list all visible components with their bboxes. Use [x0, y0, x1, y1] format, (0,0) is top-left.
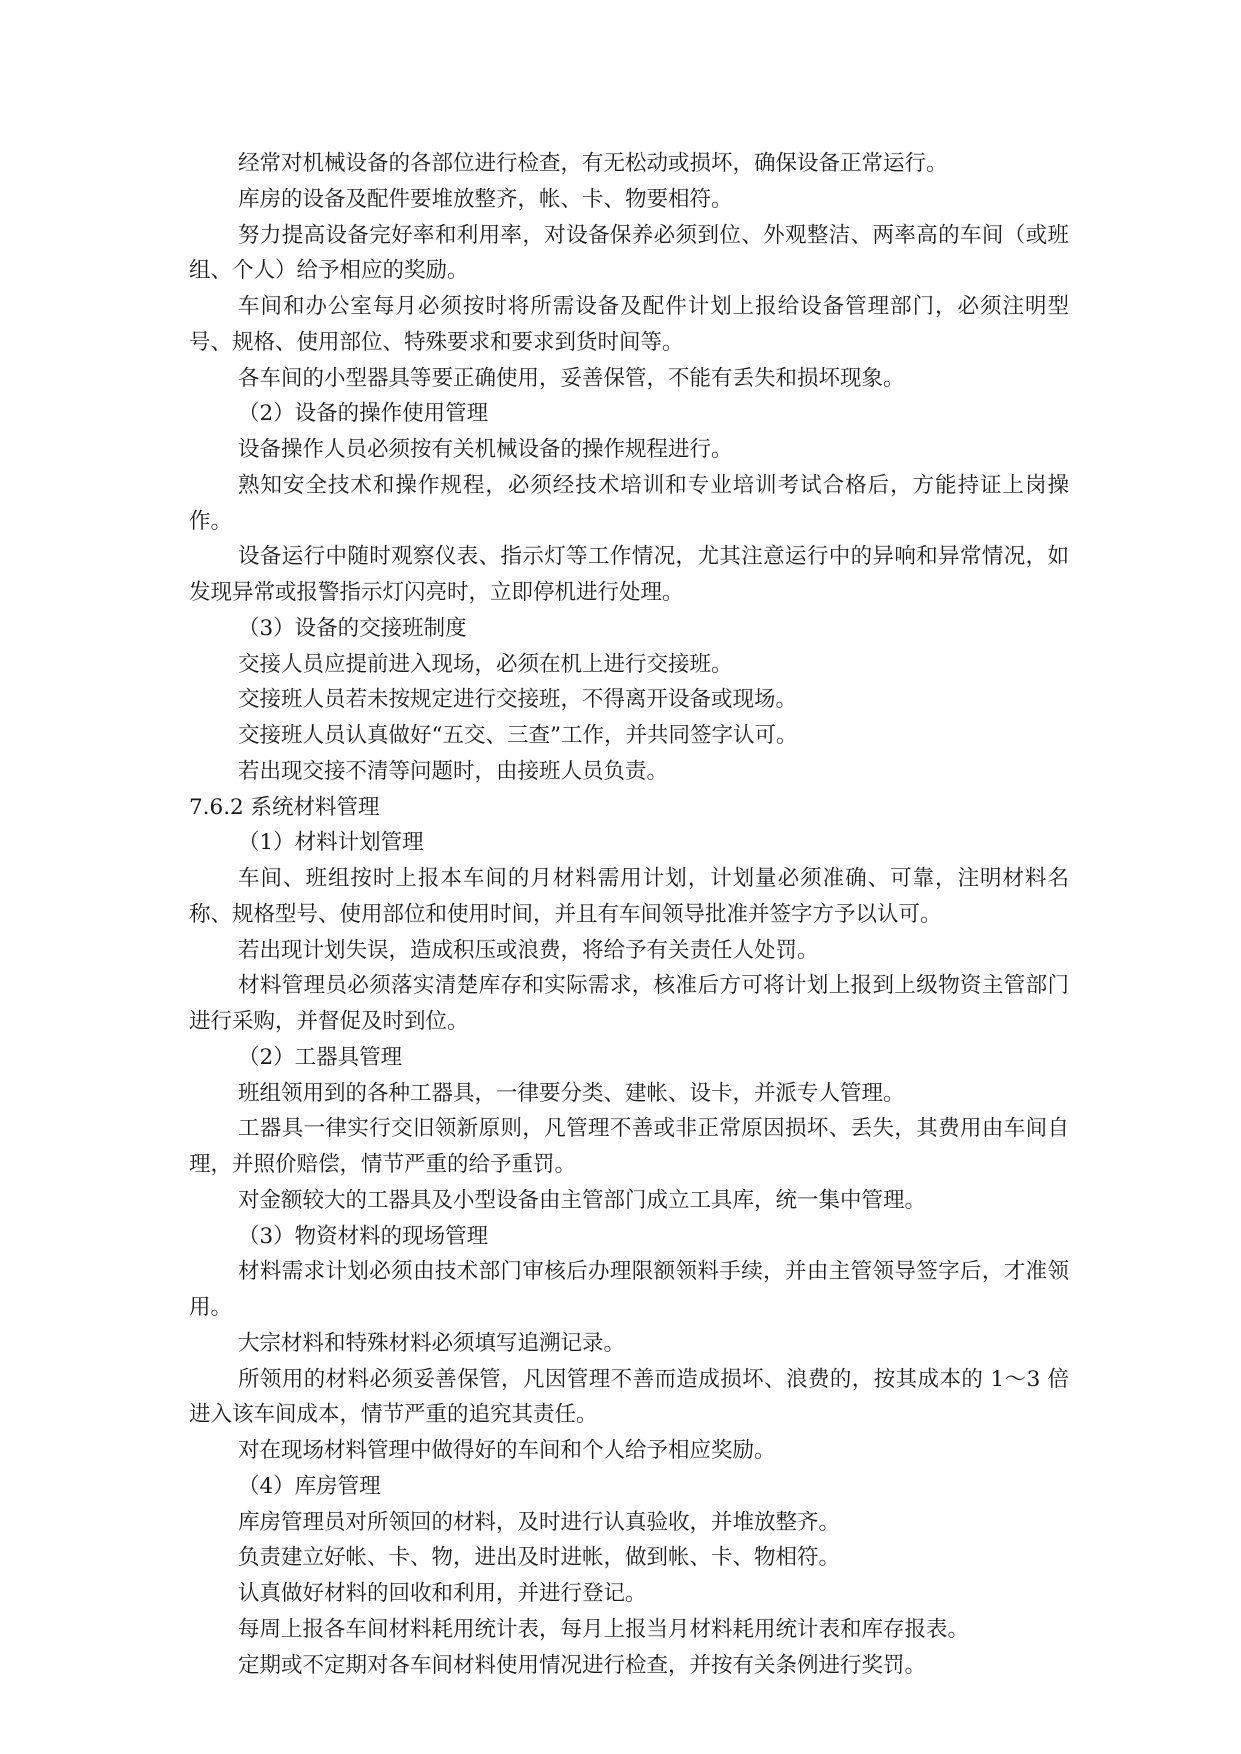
paragraph: 对在现场材料管理中做得好的车间和个人给予相应奖励。: [238, 1438, 776, 1463]
subsection-heading: （2）设备的操作使用管理: [238, 401, 489, 427]
paragraph: 努力提高设备完好率和利用率，对设备保养必须到位、外观整洁、两率高的车间（或班组、个人）给予相应的奖励。: [189, 222, 1069, 284]
paragraph: 负责建立好帐、卡、物，进出及时进帐，做到帐、卡、物相符。: [238, 1545, 841, 1571]
paragraph: 班组领用到的各种工器具，一律要分类、建帐、设卡，并派专人管理。: [238, 1080, 905, 1106]
subsection-heading: （4）库房管理: [238, 1473, 381, 1499]
paragraph: 对金额较大的工器具及小型设备由主管部门成立工具库，统一集中管理。: [238, 1187, 927, 1213]
paragraph: 定期或不定期对各车间材料使用情况进行检查，并按有关条例进行奖罚。: [238, 1652, 927, 1678]
paragraph: 各车间的小型器具等要正确使用，妥善保管，不能有丢失和损坏现象。: [238, 365, 905, 391]
subsection-heading: （3）设备的交接班制度: [238, 615, 467, 641]
paragraph: 材料管理员必须落实清楚库存和实际需求，核准后方可将计划上报到上级物资主管部门进行采购，并督促及时到位。: [189, 973, 1069, 1034]
subsection-heading: （3）物资材料的现场管理: [238, 1223, 489, 1249]
paragraph: 认真做好材料的回收和利用，并进行登记。: [238, 1581, 647, 1606]
paragraph: 库房管理员对所领回的材料，及时进行认真验收，并堆放整齐。: [238, 1509, 841, 1535]
paragraph: 交接班人员认真做好“五交、三查”工作，并共同签字认可。: [238, 723, 798, 748]
paragraph: 所领用的材料必须妥善保管，凡因管理不善而造成损坏、浪费的，按其成本的 1～3 倍进入该车间成本，情节严重的追究其责任。: [189, 1366, 1069, 1428]
paragraph: 熟知安全技术和操作规程，必须经技术培训和专业培训考试合格后，方能持证上岗操作。: [189, 472, 1069, 534]
paragraph: 材料需求计划必须由技术部门审核后办理限额领料手续，并由主管领导签字后，才准领用。: [189, 1259, 1069, 1320]
paragraph: 每周上报各车间材料耗用统计表，每月上报当月材料耗用统计表和库存报表。: [238, 1616, 970, 1642]
paragraph: 交接人员应提前进入现场，必须在机上进行交接班。: [238, 651, 733, 677]
paragraph: 车间、班组按时上报本车间的月材料需用计划，计划量必须准确、可靠，注明材料名称、规格型号、使用部位和使用时间，并且有车间领导批准并签字方予以认可。: [189, 866, 1069, 927]
paragraph: 交接班人员若未按规定进行交接班，不得离开设备或现场。: [238, 687, 798, 713]
paragraph: 车间和办公室每月必须按时将所需设备及配件计划上报给设备管理部门，必须注明型号、规格、使用部位、特殊要求和要求到货时间等。: [189, 294, 1069, 355]
paragraph: 若出现计划失误，造成积压或浪费，将给予有关责任人处罚。: [238, 937, 819, 963]
subsection-heading: （2）工器具管理: [238, 1044, 403, 1070]
subsection-heading: （1）材料计划管理: [238, 830, 424, 856]
paragraph: 若出现交接不清等问题时，由接班人员负责。: [238, 758, 669, 784]
paragraph: 库房的设备及配件要堆放整齐，帐、卡、物要相符。: [238, 186, 733, 212]
paragraph: 设备操作人员必须按有关机械设备的操作规程进行。: [238, 437, 733, 462]
paragraph: 设备运行中随时观察仪表、指示灯等工作情况，尤其注意运行中的异响和异常情况，如发现异常或报警指示灯闪亮时，立即停机进行处理。: [189, 544, 1069, 605]
paragraph: 工器具一律实行交旧领新原则，凡管理不善或非正常原因损坏、丢失，其费用由车间自理，并照价赔偿，情节严重的给予重罚。: [189, 1116, 1069, 1177]
document-body: [189, 146, 1069, 1683]
section-heading: 7.6.2 系统材料管理: [189, 794, 380, 820]
paragraph: 经常对机械设备的各部位进行检查，有无松动或损坏，确保设备正常运行。: [238, 151, 948, 176]
paragraph: 大宗材料和特殊材料必须填写追溯记录。: [238, 1330, 626, 1356]
